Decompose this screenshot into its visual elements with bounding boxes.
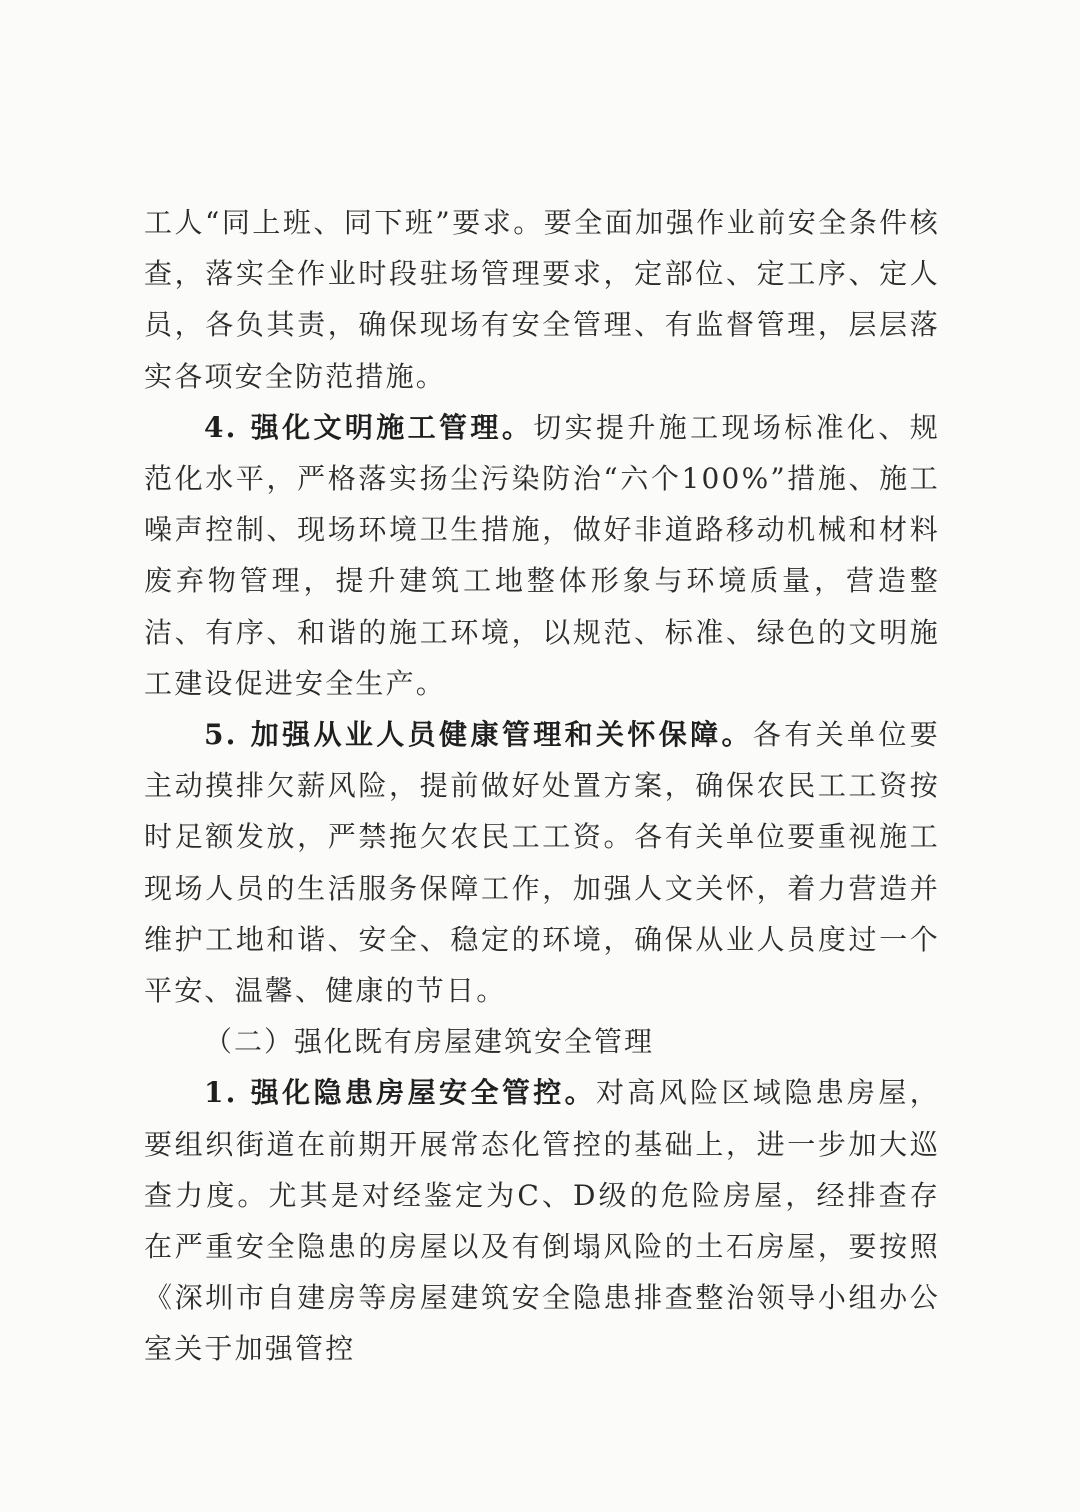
paragraph-civilized-construction <box>144 402 940 709</box>
paragraph-text: 切实提升施工现场标准化、规范化水平，严格落实扬尘污染防治“六个100%”措施、施工噪声控制、现场环境卫生措施，做好非道路移动机械和材料废弃物管理，提升建筑工地整体形象与环境质量，营造整洁、有序、和谐的施工环境，以规范、标准、绿色的文明施工建设促进安全生产。 <box>144 410 940 700</box>
section-heading: （二）强化既有房屋建筑安全管理 <box>204 1025 655 1059</box>
paragraph-hazard-housing <box>144 1067 940 1374</box>
paragraph-worker-shift <box>144 197 940 402</box>
paragraph-lead-heading: 5. 加强从业人员健康管理和关怀保障。 <box>204 718 753 752</box>
paragraph-worker-health <box>144 709 940 1016</box>
paragraph-lead-heading: 4. 强化文明施工管理。 <box>204 410 534 444</box>
document-body <box>144 197 940 1375</box>
paragraph-text: 各有关单位要主动摸排欠薪风险，提前做好处置方案，确保农民工工资按时足额发放，严禁拖欠农民工工资。各有关单位要重视施工现场人员的生活服务保障工作，加强人文关怀，着力营造并维护工地和谐、安全、稳定的环境，确保从业人员度过一个平安、温馨、健康的节日。 <box>144 718 941 1008</box>
paragraph-lead-heading: 1. 强化隐患房屋安全管控。 <box>204 1076 596 1110</box>
paragraph-text: 工人“同上班、同下班”要求。要全面加强作业前安全条件核查，落实全作业时段驻场管理要求，定部位、定工序、定人员，各负其责，确保现场有安全管理、有监督管理，层层落实各项安全防范措施。 <box>144 206 940 393</box>
paragraph-text: 对高风险区域隐患房屋，要组织街道在前期开展常态化管控的基础上，进一步加大巡查力度。尤其是对经鉴定为C、D级的危险房屋，经排查存在严重安全隐患的房屋以及有倒塌风险的土石房屋，要按照《深圳市自建房等房屋建筑安全隐患排查整治领导小组办公室关于加强管控 <box>144 1076 941 1366</box>
